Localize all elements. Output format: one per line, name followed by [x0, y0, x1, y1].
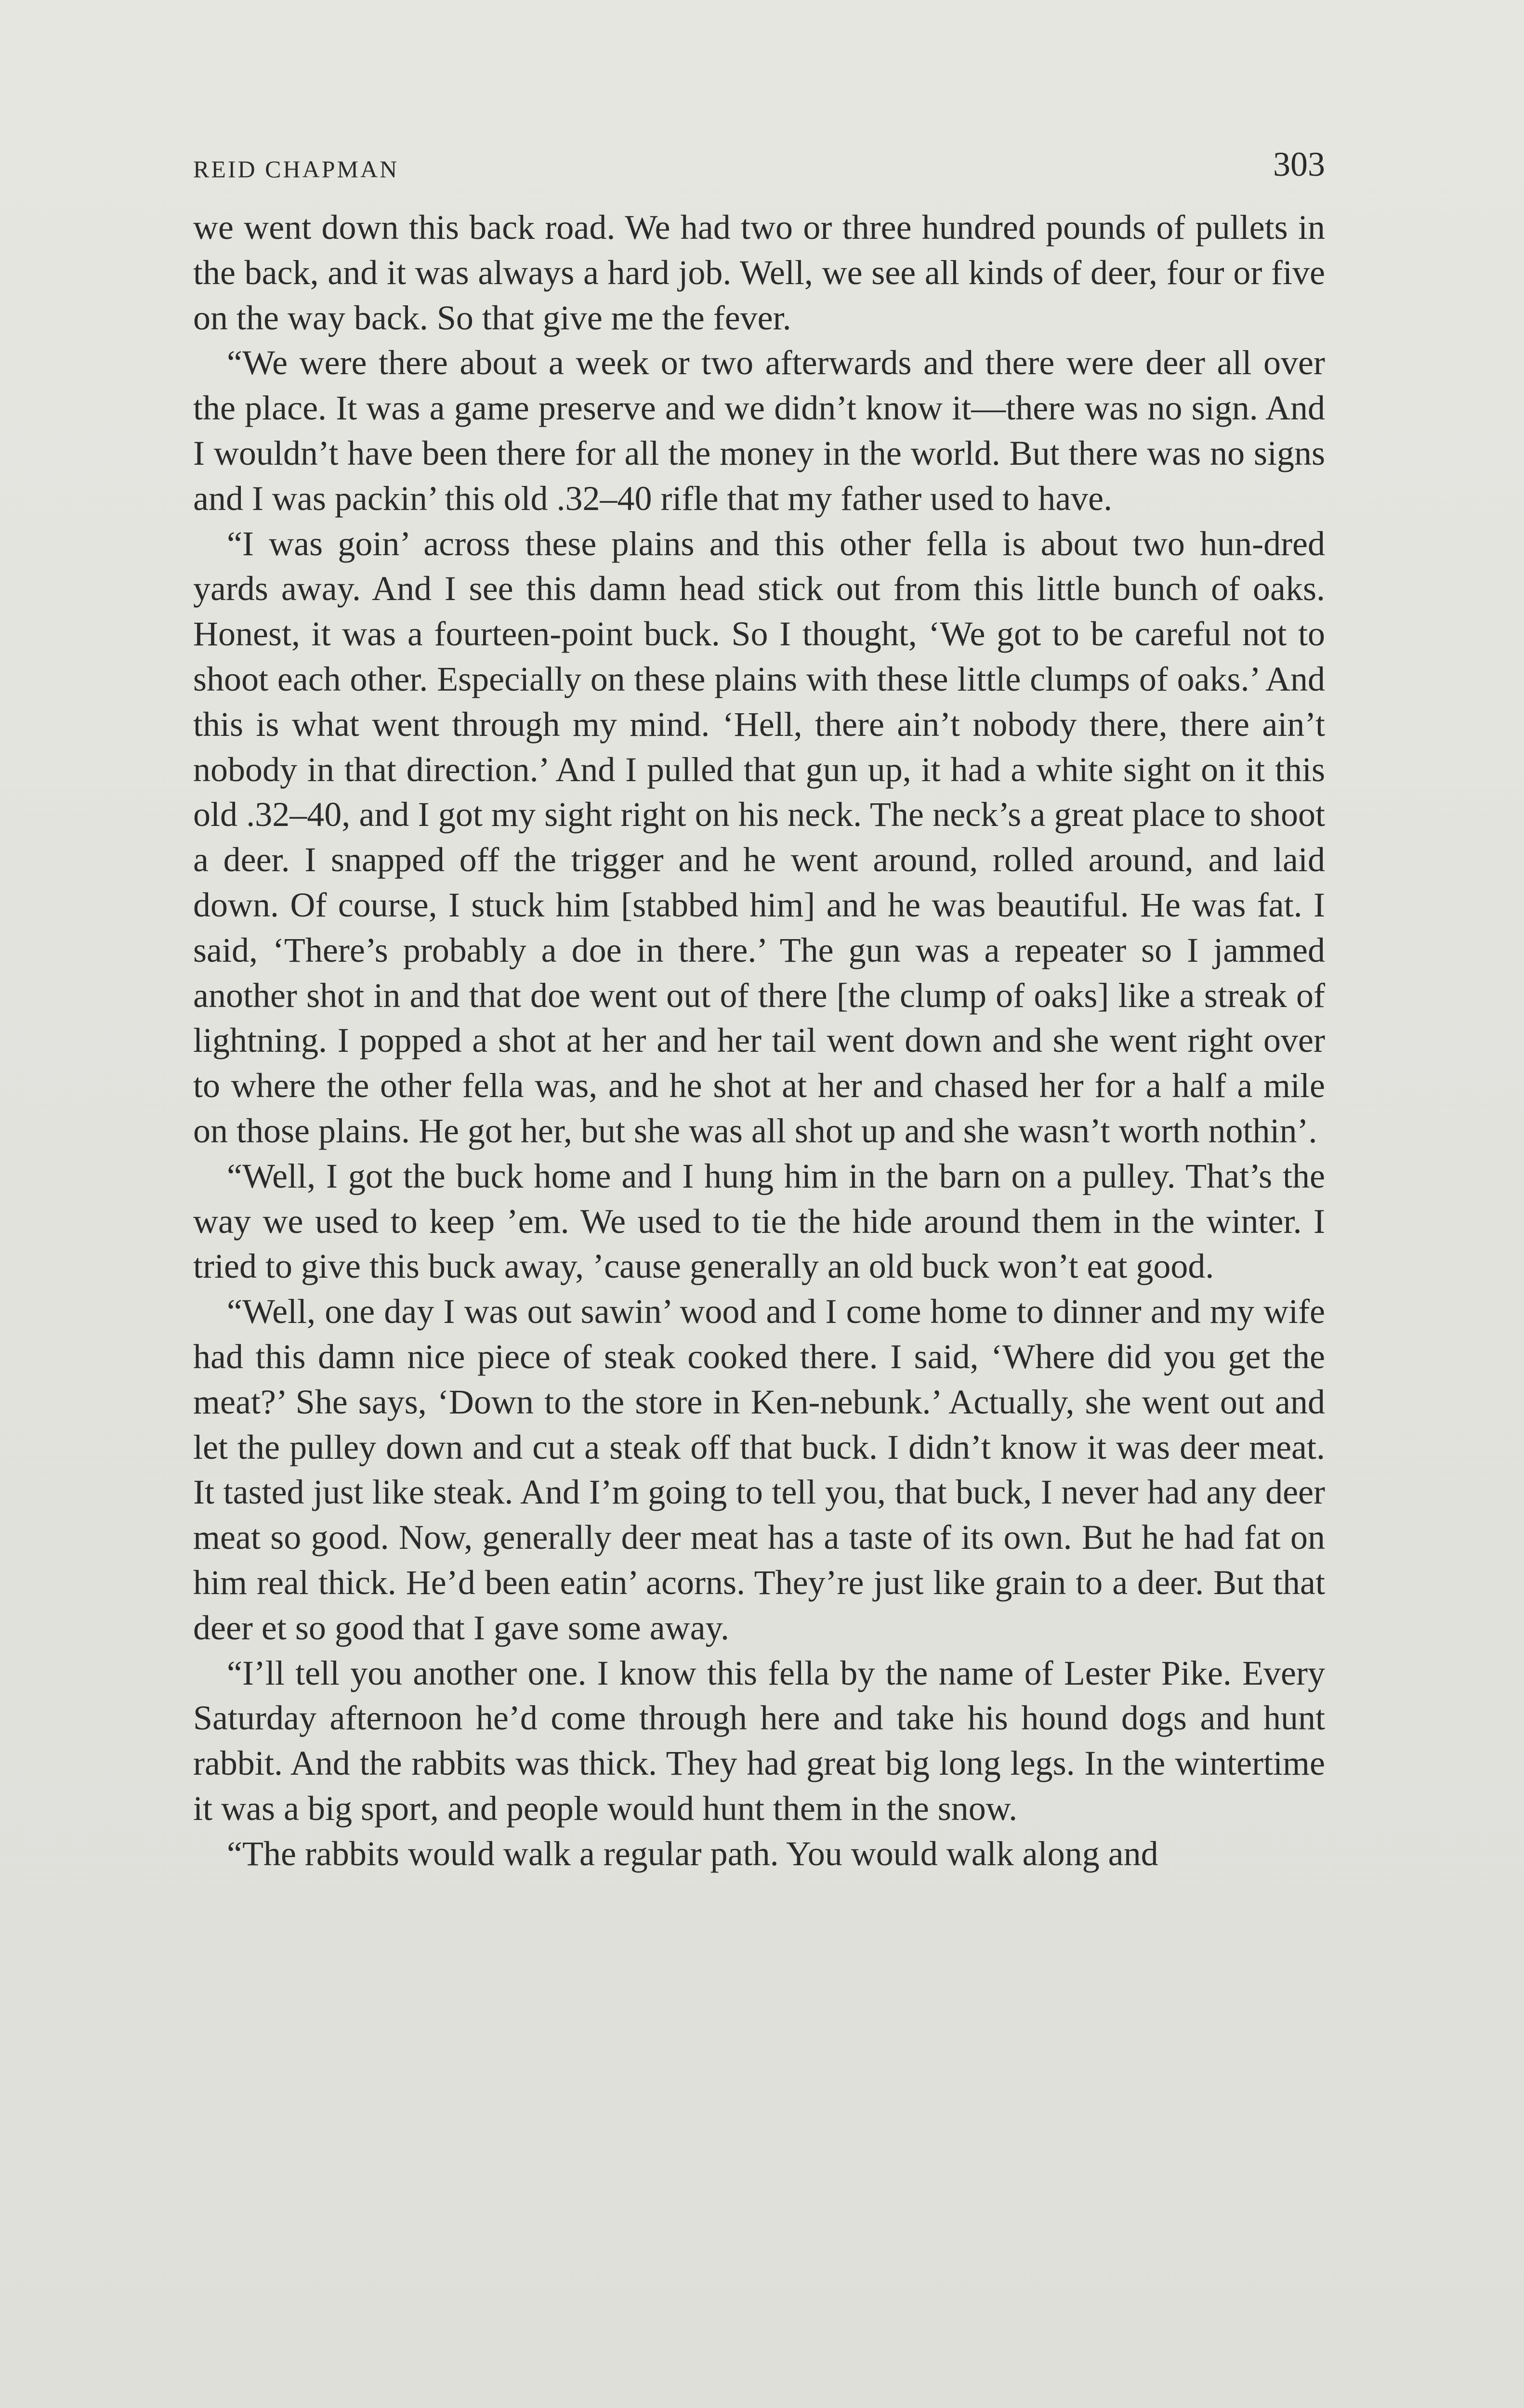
page-header: [193, 144, 1325, 188]
paragraph-4: “Well, I got the buck home and I hung him in the barn on a pulley. That’s the way we used to keep ’em. We used to tie the hide around them in the winter. I tried to give this buck away, ’cause generally an old buck won’t eat good.: [193, 1156, 1325, 1286]
paragraph-1: we went down this back road. We had two or three hundred pounds of pullets in the back, and it was always a hard job. Well, we see all kinds of deer, four or five on the way back. So that give me the fever.: [193, 208, 1325, 337]
paragraph-5: “Well, one day I was out sawin’ wood and I come home to dinner and my wife had this damn nice piece of steak cooked there. I said, ‘Where did you get the meat?’ She says, ‘Down to the store in Ken-nebunk.’ Actually, she went out and let the pulley down and cut a steak off that buck. I didn’t know it was deer meat. It tasted just like steak. And I’m going to tell you, that buck, I never had any deer meat so good. Now, generally deer meat has a taste of its own. But he had fat on him real thick. He’d been eatin’ acorns. They’re just like grain to a deer. But that deer et so good that I gave some away.: [193, 1292, 1325, 1647]
paragraph-6: “I’ll tell you another one. I know this fella by the name of Lester Pike. Every Saturday afternoon he’d come through here and take his hound dogs and hunt rabbit. And the rabbits was thick. They had great big long legs. In the wintertime it was a big sport, and people would hunt them in the snow.: [193, 1653, 1325, 1828]
paragraph-3: “I was goin’ across these plains and this other fella is about two hun-dred yards away. And I see this damn head stick out from this little bunch of oaks. Honest, it was a fourteen-point buck. So I thought, ‘We got to be careful not to shoot each other. Especially on these plains with these little clumps of oaks.’ And this is what went through my mind. ‘Hell, there ain’t nobody there, there ain’t nobody in that direction.’ And I pulled that gun up, it had a white sight on it this old .32–40, and I got my sight right on his neck. The neck’s a great place to shoot a deer. I snapped off the trigger and he went around, rolled around, and laid down. Of course, I stuck him [stabbed him] and he was beautiful. He was fat. I said, ‘There’s probably a doe in there.’ The gun was a repeater so I jammed another shot in and that doe went out of there [the clump of oaks] like a streak of lightning. I popped a shot at her and her tail went down and she went right over to where the other fella was, and he shot at her and chased her for a half a mile on those plains. He got her, but she was all shot up and she wasn’t worth nothin’.: [193, 524, 1325, 1150]
body-text: [193, 205, 1325, 1876]
running-head: REID CHAPMAN: [193, 156, 399, 183]
paragraph-2: “We were there about a week or two afterwards and there were deer all over the place. It was a game preserve and we didn’t know it—there was no sign. And I wouldn’t have been there for all the money in the world. But there was no signs and I was packin’ this old .32–40 rifle that my father used to have.: [193, 343, 1325, 518]
paragraph-7: “The rabbits would walk a regular path. You would walk along and: [227, 1834, 1158, 1873]
page-number: 303: [1273, 145, 1325, 183]
